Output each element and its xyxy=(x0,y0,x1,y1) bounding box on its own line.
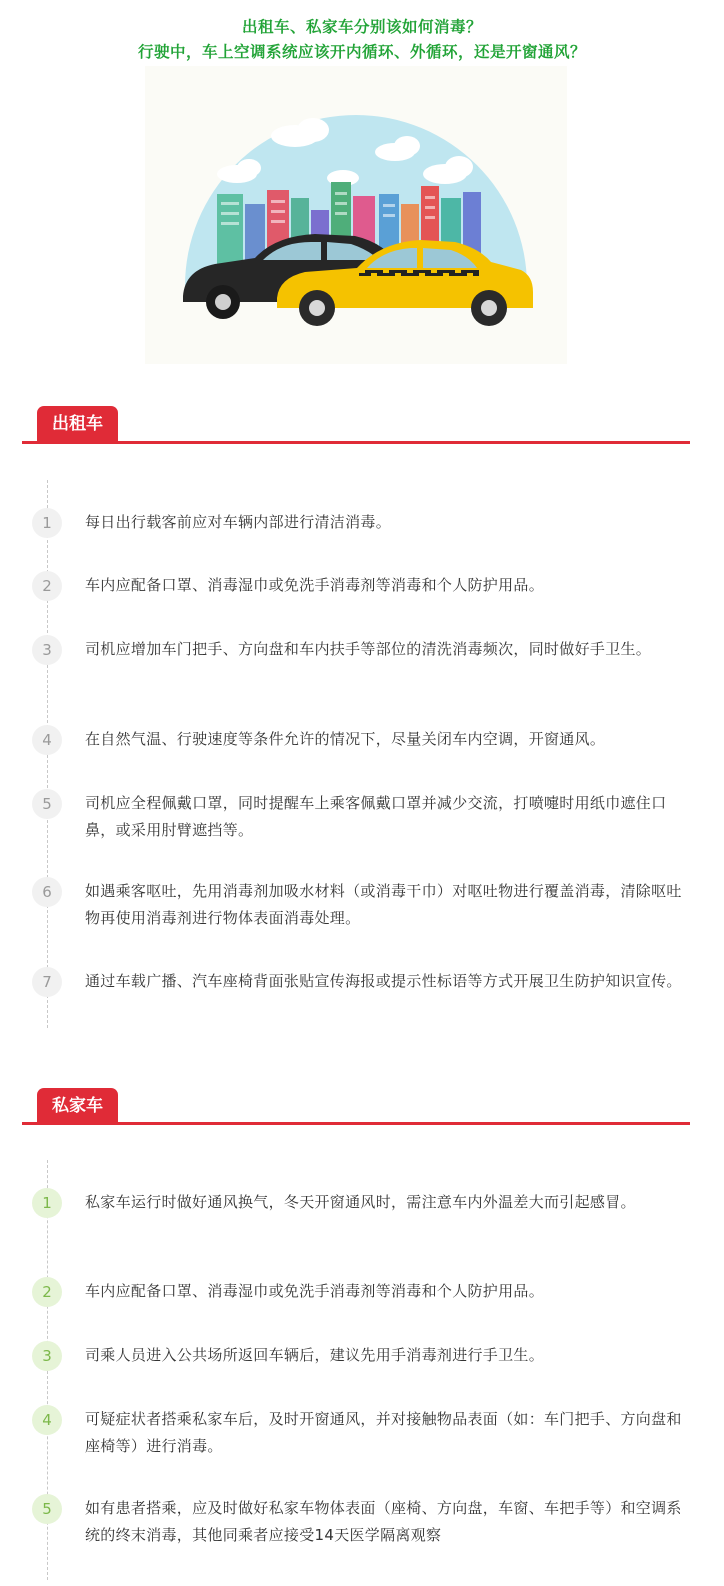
list-item-text: 车内应配备口罩、消毒湿巾或免洗手消毒剂等消毒和个人防护用品。 xyxy=(85,576,545,594)
car-city-illustration xyxy=(145,66,567,364)
list-item-number: 1 xyxy=(32,508,62,538)
list-item-text: 在自然气温、行驶速度等条件允许的情况下，尽量关闭车内空调，开窗通风。 xyxy=(85,730,606,748)
list-item-text: 司乘人员进入公共场所返回车辆后，建议先用手消毒剂进行手卫生。 xyxy=(85,1346,545,1364)
page-title-line-1: 出租车、私家车分别该如何消毒？ xyxy=(241,18,482,36)
list-item-text: 通过车载广播、汽车座椅背面张贴宣传海报或提示性标语等方式开展卫生防护知识宣传。 xyxy=(85,972,682,990)
list-item-text: 可疑症状者搭乘私家车后，及时开窗通风，并对接触物品表面（如：车门把手、方向盘和座椅等）进行消毒。 xyxy=(85,1410,682,1455)
list-item-number: 3 xyxy=(32,1341,62,1371)
list-item-number: 6 xyxy=(32,877,62,907)
list-item-number: 3 xyxy=(32,635,62,665)
section-divider-taxi xyxy=(22,441,690,444)
list-item-text: 私家车运行时做好通风换气，冬天开窗通风时，需注意车内外温差大而引起感冒。 xyxy=(85,1193,636,1211)
list-item-number: 5 xyxy=(32,1494,62,1524)
list-item-number: 1 xyxy=(32,1188,62,1218)
list-item-number: 2 xyxy=(32,571,62,601)
list-item-number: 4 xyxy=(32,725,62,755)
list-item-text: 司机应全程佩戴口罩，同时提醒车上乘客佩戴口罩并减少交流，打喷嚏时用纸巾遮住口鼻，或采用肘臂遮挡等。 xyxy=(85,794,667,839)
list-item-text: 如遇乘客呕吐，先用消毒剂加吸水材料（或消毒干巾）对呕吐物进行覆盖消毒，清除呕吐物再使用消毒剂进行物体表面消毒处理。 xyxy=(85,882,682,927)
list-item-text: 如有患者搭乘，应及时做好私家车物体表面（座椅、方向盘，车窗、车把手等）和空调系统的终末消毒，其他同乘者应接受14天医学隔离观察 xyxy=(85,1499,682,1544)
list-item-text: 车内应配备口罩、消毒湿巾或免洗手消毒剂等消毒和个人防护用品。 xyxy=(85,1282,545,1300)
list-item-number: 5 xyxy=(32,789,62,819)
list-item-number: 7 xyxy=(32,967,62,997)
page-title-line-2: 行驶中，车上空调系统应该开内循环、外循环，还是开窗通风？ xyxy=(137,43,586,61)
list-item-number: 2 xyxy=(32,1277,62,1307)
section-tab-private-car: 私家车 xyxy=(37,1088,118,1124)
section-divider-private-car xyxy=(22,1122,690,1125)
section-tab-taxi: 出租车 xyxy=(37,406,118,442)
list-item-text: 司机应增加车门把手、方向盘和车内扶手等部位的清洗消毒频次，同时做好手卫生。 xyxy=(85,640,652,658)
list-item-number: 4 xyxy=(32,1405,62,1435)
list-item-text: 每日出行载客前应对车辆内部进行清洁消毒。 xyxy=(85,513,392,531)
